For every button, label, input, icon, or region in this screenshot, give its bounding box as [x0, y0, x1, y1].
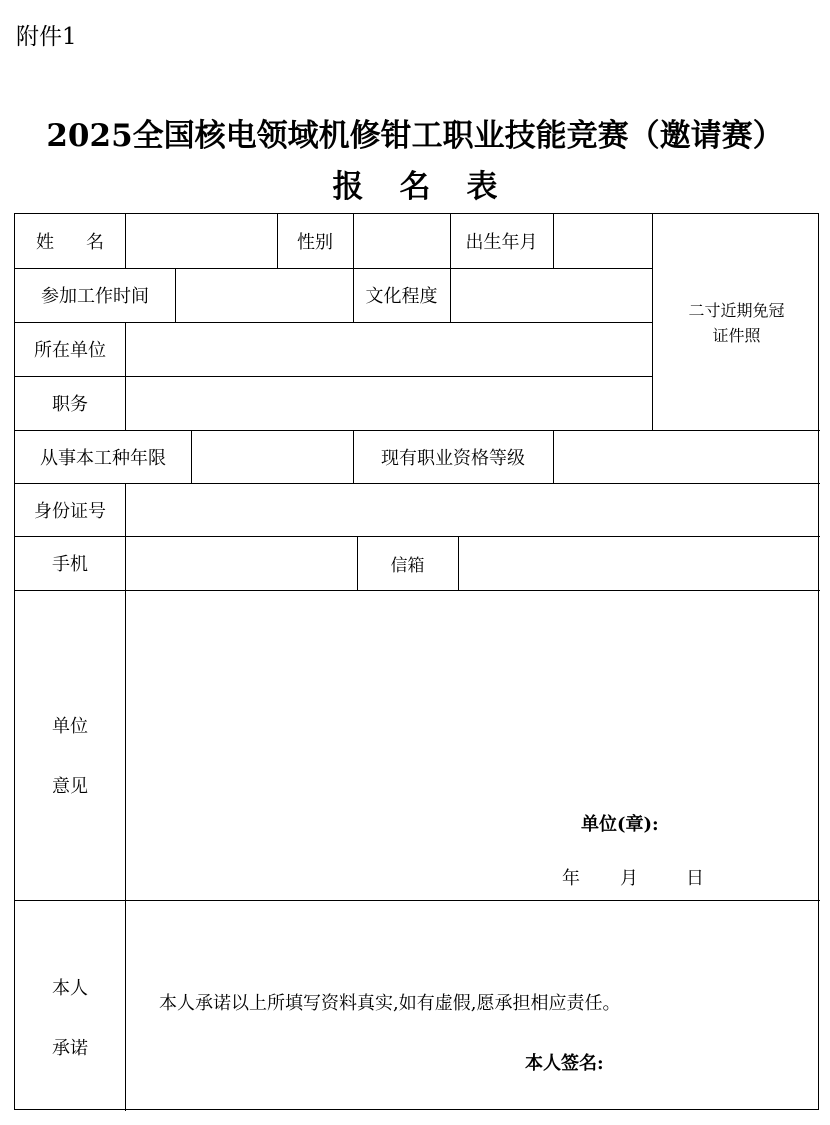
phone-field[interactable]: [126, 536, 357, 590]
unit-date-day: 日: [686, 868, 704, 889]
pledge-label-line1: 本人: [52, 978, 88, 999]
form-subtitle: [0, 161, 830, 206]
subtitle-char: 表: [466, 169, 498, 205]
attachment-label: 附件1: [16, 24, 77, 50]
gender-label: 性别: [297, 232, 333, 253]
pledge-statement: 本人承诺以上所填写资料真实,如有虚假,愿承担相应责任。: [159, 993, 621, 1014]
qualification-field[interactable]: [554, 430, 820, 483]
years-in-trade-label: 从事本工种年限: [40, 447, 166, 469]
photo-placeholder: [653, 298, 820, 348]
name-field[interactable]: [126, 214, 277, 268]
unit-date-month: 月: [620, 868, 638, 889]
birth-date-label: 出生年月: [465, 232, 538, 253]
signature-label: 本人签名:: [525, 1053, 604, 1074]
work-start-label: 参加工作时间: [41, 286, 149, 307]
qualification-label: 现有职业资格等级: [381, 447, 525, 469]
photo-label-line: 二寸近期免冠: [688, 301, 785, 320]
unit-date-year: 年: [562, 868, 580, 889]
subtitle-char: 报: [332, 169, 364, 205]
education-field[interactable]: [451, 268, 652, 322]
email-label: 信箱: [390, 555, 425, 576]
subtitle-char: 名: [399, 169, 431, 205]
employer-field[interactable]: [126, 322, 652, 376]
name-label-char: 名: [86, 232, 104, 253]
employer-label: 所在单位: [34, 340, 106, 361]
phone-label: 手机: [52, 554, 88, 575]
position-label: 职务: [52, 394, 88, 415]
name-label-char: 姓: [36, 232, 54, 253]
pledge-label-line2: 承诺: [52, 1038, 88, 1059]
row-divider: [15, 900, 820, 901]
years-in-trade-field[interactable]: [192, 430, 353, 483]
unit-opinion-label-line1: 单位: [52, 716, 88, 737]
row-divider: [15, 590, 820, 591]
work-start-field[interactable]: [176, 268, 353, 322]
unit-opinion-label-line2: 意见: [52, 776, 88, 797]
name-label: [15, 214, 125, 268]
id-number-label: 身份证号: [34, 500, 106, 522]
education-label: 文化程度: [365, 286, 438, 307]
photo-label-line: 证件照: [712, 326, 761, 345]
birth-date-field[interactable]: [554, 214, 652, 268]
position-field[interactable]: [126, 376, 652, 430]
column-divider: [125, 590, 126, 1111]
unit-seal-label: 单位(章):: [581, 814, 659, 835]
registration-form-table: [14, 213, 819, 1110]
email-field[interactable]: [459, 536, 820, 590]
id-number-field[interactable]: [126, 483, 820, 536]
form-title: 2025全国核电领域机修钳工职业技能竞赛（邀请赛）: [46, 118, 784, 154]
gender-field[interactable]: [354, 214, 450, 268]
